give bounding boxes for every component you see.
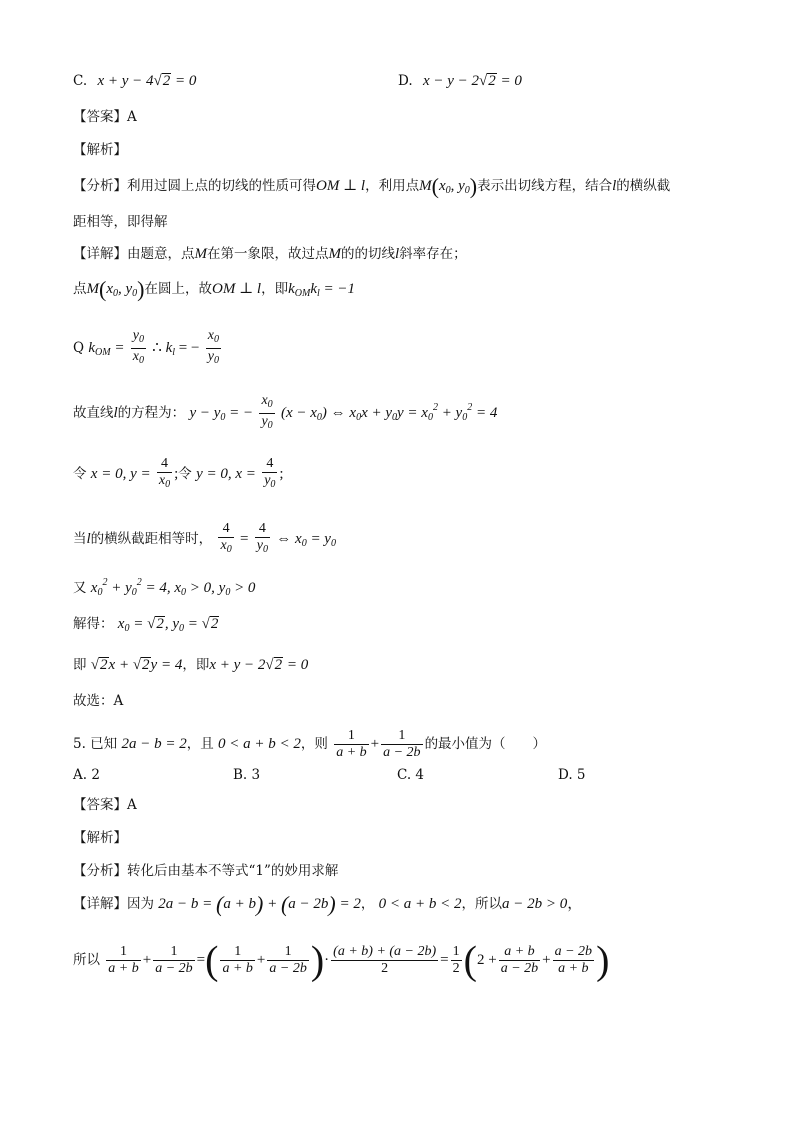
q5-analysis: 【解析】 [73,830,127,846]
q5-option-d: D. 5 [558,767,586,783]
q5-suoyi-line: 所以 $\frac{1}{a + b}$ + $\frac{1}{a - 2b}$ =( $\frac{1}{a + b}$ + $\frac{1}{a - 2b}$ )· $\frac{(a + b) + (a - 2b)}{2}$ = $\frac{1}{2}$ (2 + $\frac{a + b}{a - 2b}$ + $\frac{a - 2b}{a + b}$ ) [73,937,610,983]
q4-choice: 故选：A [73,693,124,709]
q4-fenxi-line1: 【分析】利用过圆上点的切线的性质可得OM ⊥ l，利用点$M(x_0$, $y_0$)表示出切线方程，结合l的横纵截 [73,173,671,199]
q5-option-b: B. 3 [233,767,261,783]
q4-option-d-formula: x − y − 2√2 = 0 [422,73,522,89]
q5-answer: 【答案】A [73,797,137,813]
q4-intercepts: 令 x = 0, y = $\frac{4}{x_0}$ ;令 y = 0, x = $\frac{4}{y_0}$ ; [73,456,284,490]
q4-solution: 解得： $x_0 = √2$, $y_0 = √2$ [73,616,219,634]
q5-stem: 5. 已知 2a − b = 2，且 0 < a + b < 2，则 $\frac{1}{a + b}$ + $\frac{1}{a - 2b}$ 的最小值为（ ） [73,728,547,760]
q5-fenxi: 【分析】转化后由基本不等式“1”的妙用求解 [73,863,339,879]
q4-conditions: 又 $x_0^2 + y_0^2 = 4$, $x_0 > 0$, $y_0 > 0$ [73,577,256,598]
q5-option-a: A. 2 [73,767,100,783]
q4-point-line: 点$M(x_0$, $y_0$)在圆上，故OM ⊥ l，即$k_{OM}k_l = -1$ [73,276,356,302]
q4-slope-line: Q $k_{OM}$ = $\frac{y_0}{x_0}$ ∴ $k_l$ = − $\frac{x_0}{y_0}$ [73,328,219,366]
q4-option-c-formula: x + y − 4√2 = 0 [97,73,197,89]
q4-option-c: C. x + y − 4√2 = 0 [73,73,197,89]
q4-final-line: 即 √2x + √2y = 4，即x + y − 2√2 = 0 [73,657,309,673]
q4-equal-intercepts: 当l的横纵截距相等时， $\frac{4}{x_0}$ = $\frac{4}{y_0}$ ⇔ $x_0 = y_0$ [73,521,336,555]
q5-xiangjie-line: 【详解】因为 2a − b = (a + b) + (a − 2b) = 2， 0 < a + b < 2，所以a − 2b > 0， [73,891,583,917]
q4-fenxi-line2: 距相等，即得解 [73,214,168,230]
q4-option-d: D. x − y − 2√2 = 0 [398,73,522,89]
q4-answer: 【答案】A [73,109,137,125]
q5-option-c: C. 4 [397,767,425,783]
q4-line-equation: 故直线l的方程为： $y - y_0$ = − $\frac{x_0}{y_0}$ $(x - x_0)$ ⇔ $x_0x + y_0y = x_0^2 + y_0^2 = 4$ [73,393,498,431]
q4-xiangjie-line1: 【详解】由题意，点M在第一象限，故过点M的的切线l斜率存在； [73,246,467,262]
q4-analysis: 【解析】 [73,142,127,158]
